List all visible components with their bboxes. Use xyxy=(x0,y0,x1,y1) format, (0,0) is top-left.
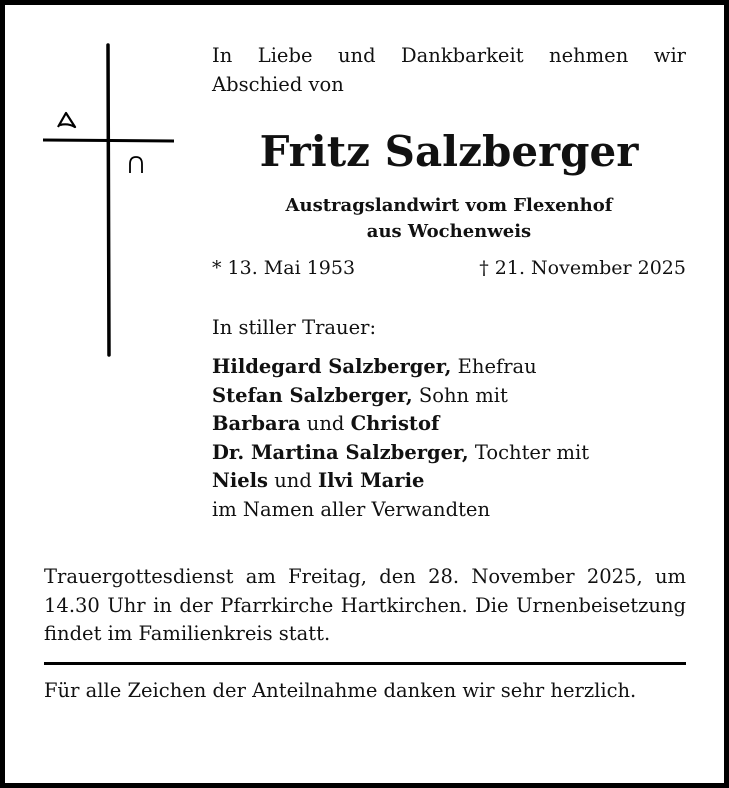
mourner-relation: im Namen aller Verwandten xyxy=(212,497,491,521)
life-dates xyxy=(212,254,686,282)
mourning-heading: In stiller Trauer: xyxy=(212,316,377,339)
service-info: Trauergottesdienst am Freitag, den 28. November 2025, um 14.30 Uhr in der Pfarrkirche Hartkirchen. Die Urnenbeisetzung findet im Familienkreis statt. xyxy=(44,565,686,645)
mourner-line xyxy=(212,353,589,382)
mourner-name: Niels xyxy=(212,469,269,492)
mourner-line xyxy=(212,439,589,468)
mourner-name: Dr. Martina Salzberger, xyxy=(212,440,469,464)
deceased-description xyxy=(212,193,686,245)
mourner-line xyxy=(212,467,589,496)
mourner-relation: Sohn mit xyxy=(412,383,508,407)
mourner-line xyxy=(212,496,589,525)
mourner-relation: und xyxy=(300,412,351,435)
mourner-line xyxy=(212,410,589,439)
mourner-name: Christof xyxy=(350,412,440,435)
subtitle-line: Austragslandwirt vom Flexenhof xyxy=(285,195,613,216)
mourner-name: Barbara xyxy=(212,412,301,435)
mourner-name: Ilvi Marie xyxy=(318,469,425,492)
mourner-relation: Ehefrau xyxy=(451,355,537,378)
mourner-name: Hildegard Salzberger, xyxy=(212,355,452,378)
cross-alpha-omega-icon xyxy=(40,40,180,360)
mourner-name: Stefan Salzberger, xyxy=(212,383,413,407)
birth-date: * 13. Mai 1953 xyxy=(212,257,356,279)
mourners-list xyxy=(212,353,589,524)
deceased-name: Fritz Salzberger xyxy=(259,127,639,176)
death-date: † 21. November 2025 xyxy=(479,257,686,279)
mourner-line xyxy=(212,382,589,411)
subtitle-line: aus Wochenweis xyxy=(366,221,532,242)
mourner-relation: Tochter mit xyxy=(468,440,590,464)
mourner-relation: und xyxy=(268,469,319,492)
thanks-text: Für alle Zeichen der Anteilnahme danken wir sehr herzlich. xyxy=(44,679,637,702)
intro-text: In Liebe und Dankbarkeit nehmen wir Abschied von xyxy=(212,44,686,96)
divider xyxy=(44,662,686,665)
